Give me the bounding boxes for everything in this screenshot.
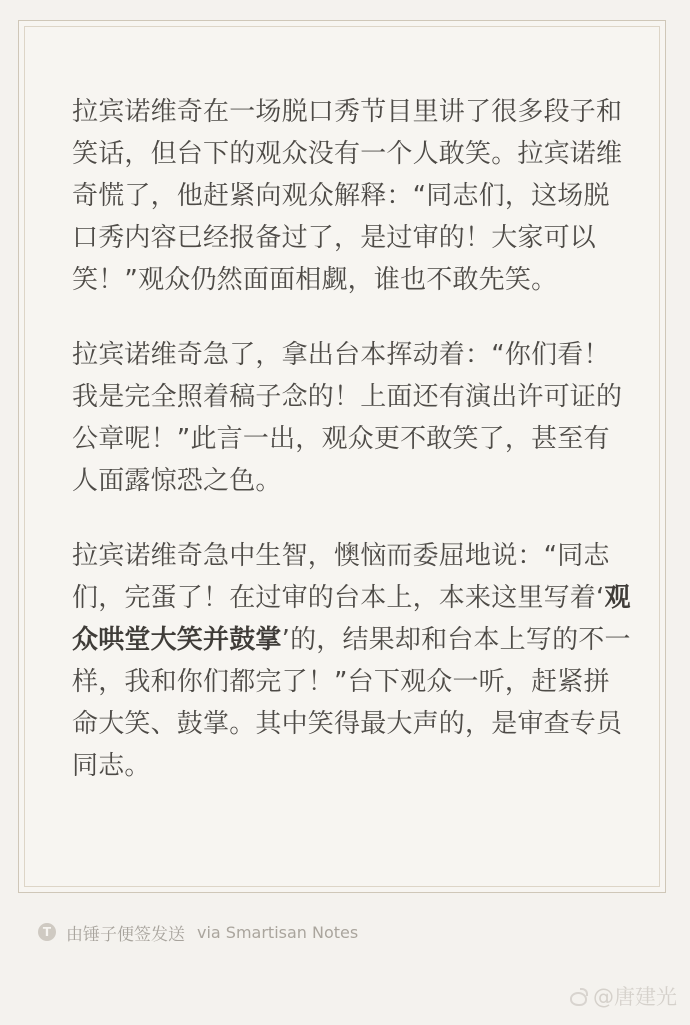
smartisan-t-icon: T: [38, 923, 56, 941]
paragraph-3-bold-text: 观众哄堂大笑并鼓掌: [72, 583, 631, 655]
note-card: [18, 20, 666, 893]
weibo-watermark: [569, 981, 677, 1011]
paragraph-3-after-bold: ’的，结果却和台本上写的不一样，我和你们都完了！”台下观众一听，赶紧拼命大笑、鼓掌。其中笑得最大声的，是审查专员同志。: [72, 625, 631, 781]
sent-via-text: 由锤子便签发送: [66, 924, 185, 945]
watermark-username: @唐建光: [593, 985, 677, 1009]
note-paragraph-1: 拉宾诺维奇在一场脱口秀节目里讲了很多段子和笑话，但台下的观众没有一个人敢笑。拉宾诺维奇慌了，他赶紧向观众解释：“同志们，这场脱口秀内容已经报备过了，是过审的！大家可以笑！”观众仍然面面相觑，谁也不敢先笑。: [72, 97, 623, 295]
note-content: [72, 91, 632, 820]
weibo-icon: [569, 988, 588, 1004]
smartisan-notes-label: via Smartisan Notes: [197, 922, 359, 942]
note-paragraph-3: [72, 535, 632, 787]
note-paragraph-2: 拉宾诺维奇急了，拿出台本挥动着：“你们看！我是完全照着稿子念的！上面还有演出许可证的公章呢！”此言一出，观众更不敢笑了，甚至有人面露惊恐之色。: [72, 340, 623, 496]
paragraph-3-before-bold: 拉宾诺维奇急中生智，懊恼而委屈地说：“同志们，完蛋了！在过审的台本上，本来这里写着‘: [72, 541, 610, 613]
note-footer: [38, 920, 358, 944]
